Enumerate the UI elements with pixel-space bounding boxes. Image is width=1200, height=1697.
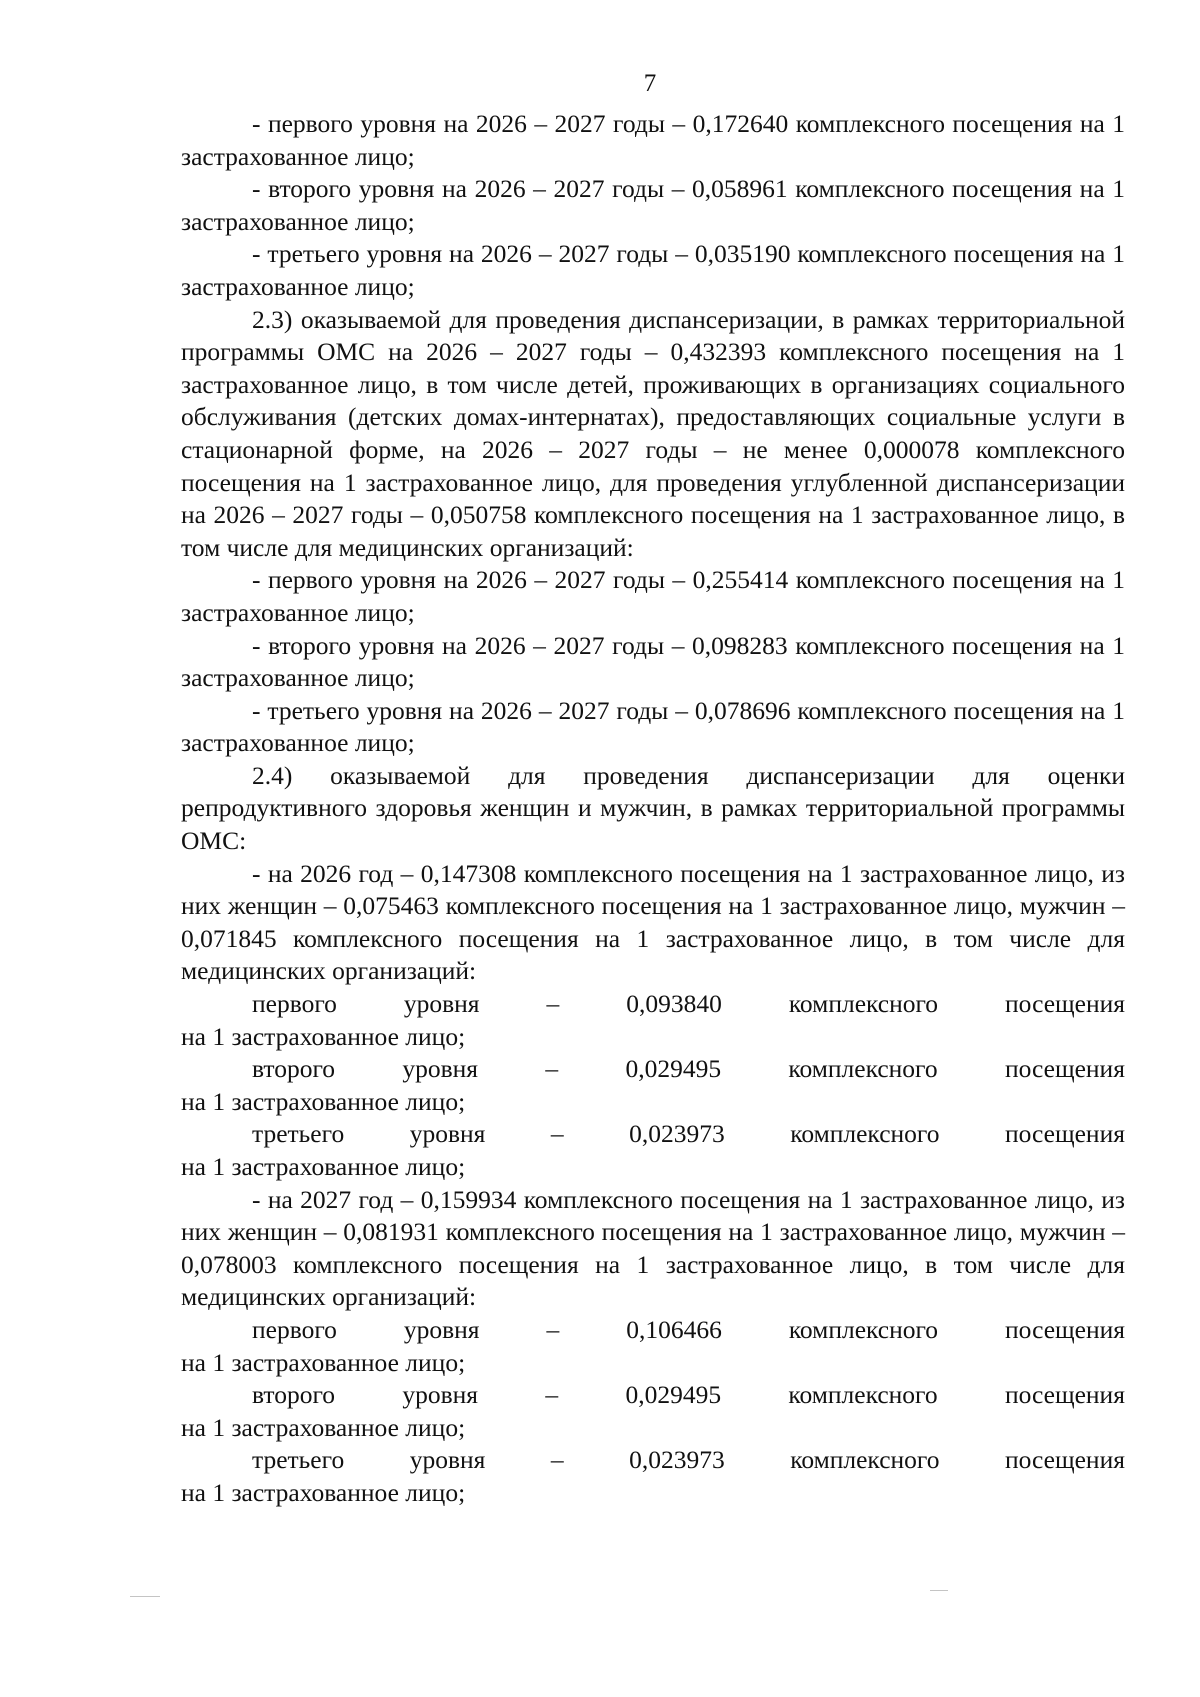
row-cell: – <box>550 1445 564 1475</box>
level-indicator-item <box>181 1379 1125 1444</box>
row-cell: комплексного <box>788 989 939 1019</box>
row-tail-text: на 1 застрахованное лицо; <box>181 1412 466 1442</box>
document-paragraph: - третьего уровня на 2026 – 2027 годы – 0,078696 комплексного посещения на 1 застрахованное лицо; <box>181 695 1125 758</box>
row-cell: первого <box>252 989 337 1019</box>
level-indicator-row <box>181 1053 1125 1086</box>
row-cell: первого <box>252 1314 337 1344</box>
row-cell: уровня <box>402 1054 479 1084</box>
page-number: 7 <box>643 70 657 97</box>
row-cell: 0,029495 <box>625 1380 722 1410</box>
row-cell: посещения <box>1005 1314 1125 1344</box>
row-cell: комплексного <box>788 1054 938 1084</box>
row-cell: комплексного <box>788 1314 939 1344</box>
document-body <box>181 108 1125 1510</box>
level-indicator-item <box>181 1118 1125 1183</box>
row-cell: 0,023973 <box>629 1119 725 1149</box>
row-tail-text: на 1 застрахованное лицо; <box>181 1347 466 1377</box>
document-paragraph: 2.3) оказываемой для проведения диспансеризации, в рамках территориальной программы ОМС на 2026 – 2027 годы – 0,432393 комплексного посещения на 1 застрахованное лицо, в том числе детей, проживающих в организациях социального обслуживания (детских домах-интернатах), предоставляющих социальные услуги в стационарной форме, на 2026 – 2027 годы – не менее 0,000078 комплексного посещения на 1 застрахованное лицо, для проведения углубленной диспансеризации на 2026 – 2027 годы – 0,050758 комплексного посещения на 1 застрахованное лицо, в том числе для медицинских организаций: <box>181 304 1125 562</box>
level-indicator-item <box>181 1053 1125 1118</box>
row-cell: уровня <box>403 1314 480 1344</box>
document-paragraph: - первого уровня на 2026 – 2027 годы – 0,172640 комплексного посещения на 1 застрахованное лицо; <box>181 109 1125 171</box>
row-cell: – <box>545 1380 559 1410</box>
row-cell: второго <box>252 1054 336 1084</box>
row-cell: второго <box>252 1380 336 1410</box>
scan-artifact-line <box>930 1590 948 1591</box>
level-indicator-row <box>181 1444 1125 1477</box>
row-cell: 0,106466 <box>626 1314 722 1344</box>
row-cell: уровня <box>409 1119 486 1149</box>
row-cell: уровня <box>403 989 480 1019</box>
row-cell: комплексного <box>790 1119 940 1149</box>
row-tail-text: на 1 застрахованное лицо; <box>181 1021 466 1051</box>
level-indicator-item <box>181 1444 1125 1509</box>
row-cell: посещения <box>1005 989 1125 1019</box>
row-cell: 0,029495 <box>625 1054 722 1084</box>
document-paragraph: 2.4) оказываемой для проведения диспансеризации для оценки репродуктивного здоровья женщин и мужчин, в рамках территориальной программы ОМС: <box>181 760 1125 856</box>
document-paragraph: - первого уровня на 2026 – 2027 годы – 0,255414 комплексного посещения на 1 застрахованное лицо; <box>181 565 1125 627</box>
level-indicator-row <box>181 1118 1125 1151</box>
document-paragraph: - третьего уровня на 2026 – 2027 годы – 0,035190 комплексного посещения на 1 застрахованное лицо; <box>181 239 1125 301</box>
row-cell: посещения <box>1004 1054 1125 1084</box>
level-indicator-item <box>181 1314 1125 1379</box>
level-indicator-row <box>181 1314 1125 1347</box>
row-cell: третьего <box>252 1119 345 1149</box>
document-paragraph: - второго уровня на 2026 – 2027 годы – 0,098283 комплексного посещения на 1 застрахованное лицо; <box>181 630 1125 693</box>
row-tail-text: на 1 застрахованное лицо; <box>181 1086 466 1116</box>
row-cell: комплексного <box>788 1380 938 1410</box>
row-cell: – <box>546 1314 560 1344</box>
row-tail-text: на 1 застрахованное лицо; <box>181 1477 466 1507</box>
document-paragraph: - на 2026 год – 0,147308 комплексного посещения на 1 застрахованное лицо, из них женщин – 0,075463 комплексного посещения на 1 застрахованное лицо, мужчин – 0,071845 комплексного посещения на 1 застрахованное лицо, в том числе для медицинских организаций: <box>181 858 1125 986</box>
row-cell: комплексного <box>790 1445 940 1475</box>
row-cell: 0,023973 <box>629 1445 725 1475</box>
row-cell: – <box>550 1119 564 1149</box>
document-paragraph: - второго уровня на 2026 – 2027 годы – 0,058961 комплексного посещения на 1 застрахованное лицо; <box>181 174 1125 236</box>
row-cell: – <box>546 989 560 1019</box>
level-indicator-row <box>181 1379 1125 1412</box>
row-cell: – <box>545 1054 559 1084</box>
row-cell: посещения <box>1004 1445 1125 1475</box>
scan-artifact-line <box>130 1596 160 1597</box>
row-cell: посещения <box>1004 1119 1125 1149</box>
document-paragraph: - на 2027 год – 0,159934 комплексного посещения на 1 застрахованное лицо, из них женщин – 0,081931 комплексного посещения на 1 застрахованное лицо, мужчин – 0,078003 комплексного посещения на 1 застрахованное лицо, в том числе для медицинских организаций: <box>181 1184 1125 1312</box>
row-cell: уровня <box>409 1445 486 1475</box>
row-tail-text: на 1 застрахованное лицо; <box>181 1152 466 1181</box>
row-cell: третьего <box>252 1445 345 1475</box>
level-indicator-row <box>181 988 1125 1021</box>
row-cell: посещения <box>1004 1380 1125 1410</box>
row-cell: уровня <box>402 1380 479 1410</box>
row-cell: 0,093840 <box>626 989 722 1019</box>
level-indicator-item <box>181 988 1125 1053</box>
